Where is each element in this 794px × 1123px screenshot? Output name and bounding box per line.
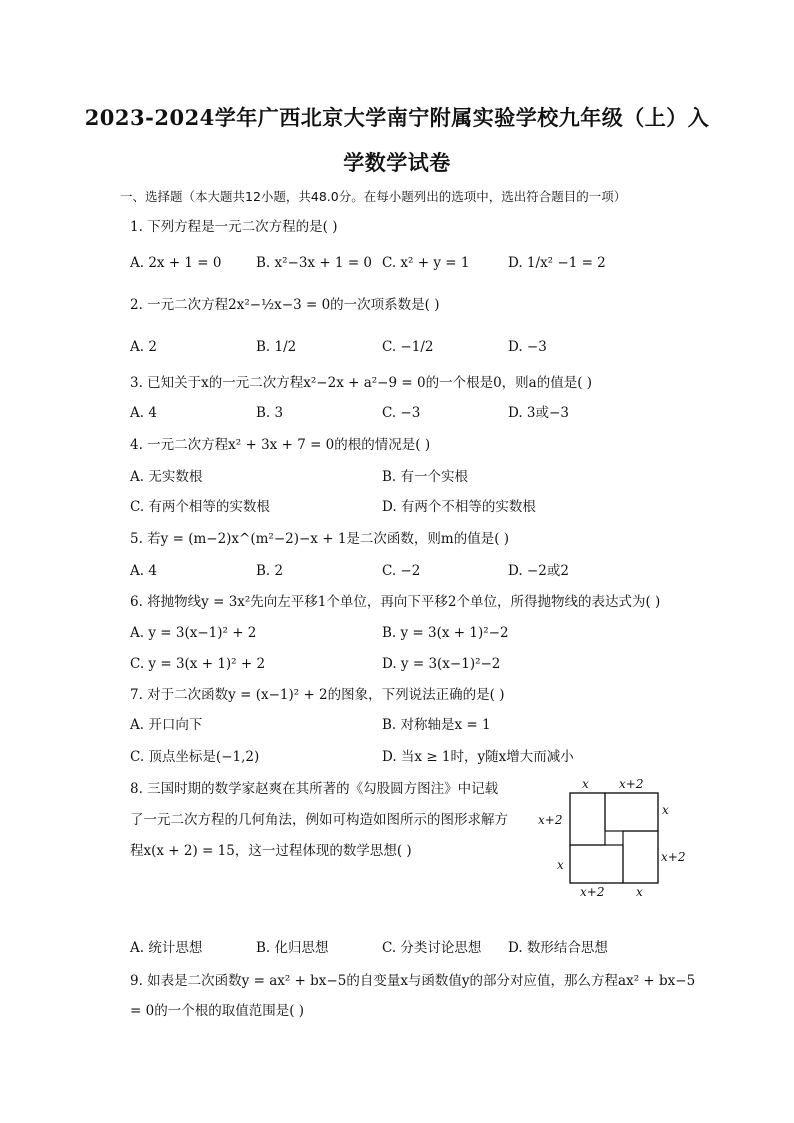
q7-option-b: B. 对称轴是x = 1	[382, 717, 491, 733]
label-top-x2: x+2	[619, 777, 644, 791]
question-9-line-1: 9. 如表是二次函数y = ax² + bx−5的自变量x与函数值y的部分对应值，那么方程ax² + bx−5	[130, 973, 696, 989]
q1-option-b: B. x²−3x + 1 = 0	[256, 255, 373, 271]
q2-option-c: C. −1/2	[382, 339, 434, 355]
question-2-stem: 2. 一元二次方程2x²−½x−3 = 0的一次项系数是( )	[130, 297, 440, 313]
q8-option-d: D. 数形结合思想	[508, 940, 608, 956]
question-7-stem: 7. 对于二次函数y = (x−1)² + 2的图象，下列说法正确的是( )	[130, 687, 505, 703]
q5-option-a: A. 4	[130, 563, 157, 579]
q5-option-b: B. 2	[256, 563, 284, 579]
rect-bottom-left	[570, 845, 623, 883]
q1-option-a: A. 2x + 1 = 0	[130, 255, 222, 271]
label-bottom-x2: x+2	[580, 885, 605, 899]
q4-option-c: C. 有两个相等的实数根	[130, 499, 270, 515]
question-3-stem: 3. 已知关于x的一元二次方程x²−2x + a²−9 = 0的一个根是0，则a的值是( )	[130, 375, 593, 391]
q2-option-a: A. 2	[130, 339, 157, 355]
q3-option-c: C. −3	[382, 405, 421, 421]
question-6-stem: 6. 将抛物线y = 3x²先向左平移1个单位，再向下平移2个单位，所得抛物线的表达式为( )	[130, 594, 661, 610]
section-heading: 一、选择题（本大题共12小题，共48.0分。在每小题列出的选项中，选出符合题目的一项）	[120, 189, 627, 204]
q6-option-b: B. y = 3(x + 1)²−2	[382, 625, 509, 641]
label-left-x2: x+2	[538, 813, 563, 827]
q6-option-c: C. y = 3(x + 1)² + 2	[130, 656, 266, 672]
q3-option-b: B. 3	[256, 405, 284, 421]
q5-option-c: C. −2	[382, 563, 421, 579]
q1-option-c: C. x² + y = 1	[382, 255, 470, 271]
q8-option-a: A. 统计思想	[130, 940, 203, 956]
label-left-x: x	[557, 858, 564, 872]
outer-square	[570, 793, 658, 883]
q4-option-b: B. 有一个实根	[382, 469, 469, 485]
q7-option-d: D. 当x ≥ 1时，y随x增大而减小	[382, 749, 574, 765]
question-9-line-2: = 0的一个根的取值范围是( )	[130, 1003, 305, 1019]
label-bottom-x: x	[636, 885, 643, 899]
q8-option-c: C. 分类讨论思想	[382, 940, 482, 956]
q3-option-d: D. 3或−3	[508, 405, 569, 421]
title-line-2: 学数学试卷	[343, 150, 451, 175]
q1-option-d: D. 1/x² −1 = 2	[508, 255, 606, 271]
q6-option-a: A. y = 3(x−1)² + 2	[130, 625, 257, 641]
rect-bottom-right	[623, 831, 658, 883]
label-right-x2: x+2	[661, 850, 686, 864]
question-5-stem: 5. 若y = (m−2)x^(m²−2)−x + 1是二次函数，则m的值是( )	[130, 531, 510, 547]
q4-option-a: A. 无实数根	[130, 469, 203, 485]
title-line-1: 2023-2024学年广西北京大学南宁附属实验学校九年级（上）入	[84, 105, 710, 130]
q3-option-a: A. 4	[130, 405, 157, 421]
question-8-line-1: 8. 三国时期的数学家赵爽在其所著的《勾股圆方图注》中记载	[130, 781, 499, 797]
label-top-x: x	[582, 777, 589, 791]
q2-option-b: B. 1/2	[256, 339, 297, 355]
q4-option-d: D. 有两个不相等的实数根	[382, 499, 536, 515]
question-8-line-3: 程x(x + 2) = 15，这一过程体现的数学思想( )	[130, 843, 412, 859]
question-1-stem: 1. 下列方程是一元二次方程的是( )	[130, 219, 338, 235]
question-4-stem: 4. 一元二次方程x² + 3x + 7 = 0的根的情况是( )	[130, 437, 431, 453]
question-8-line-2: 了一元二次方程的几何角法，例如可构造如图所示的图形求解方	[130, 812, 508, 828]
q5-option-d: D. −2或2	[508, 563, 569, 579]
rect-top-left	[570, 793, 605, 845]
q7-option-c: C. 顶点坐标是(−1,2)	[130, 749, 260, 765]
q8-option-b: B. 化归思想	[256, 940, 329, 956]
label-right-x: x	[662, 803, 669, 817]
q7-option-a: A. 开口向下	[130, 717, 203, 733]
q6-option-d: D. y = 3(x−1)²−2	[382, 656, 501, 672]
zhao-shuang-square-diagram	[535, 775, 710, 905]
rect-top-right	[605, 793, 658, 831]
q2-option-d: D. −3	[508, 339, 547, 355]
